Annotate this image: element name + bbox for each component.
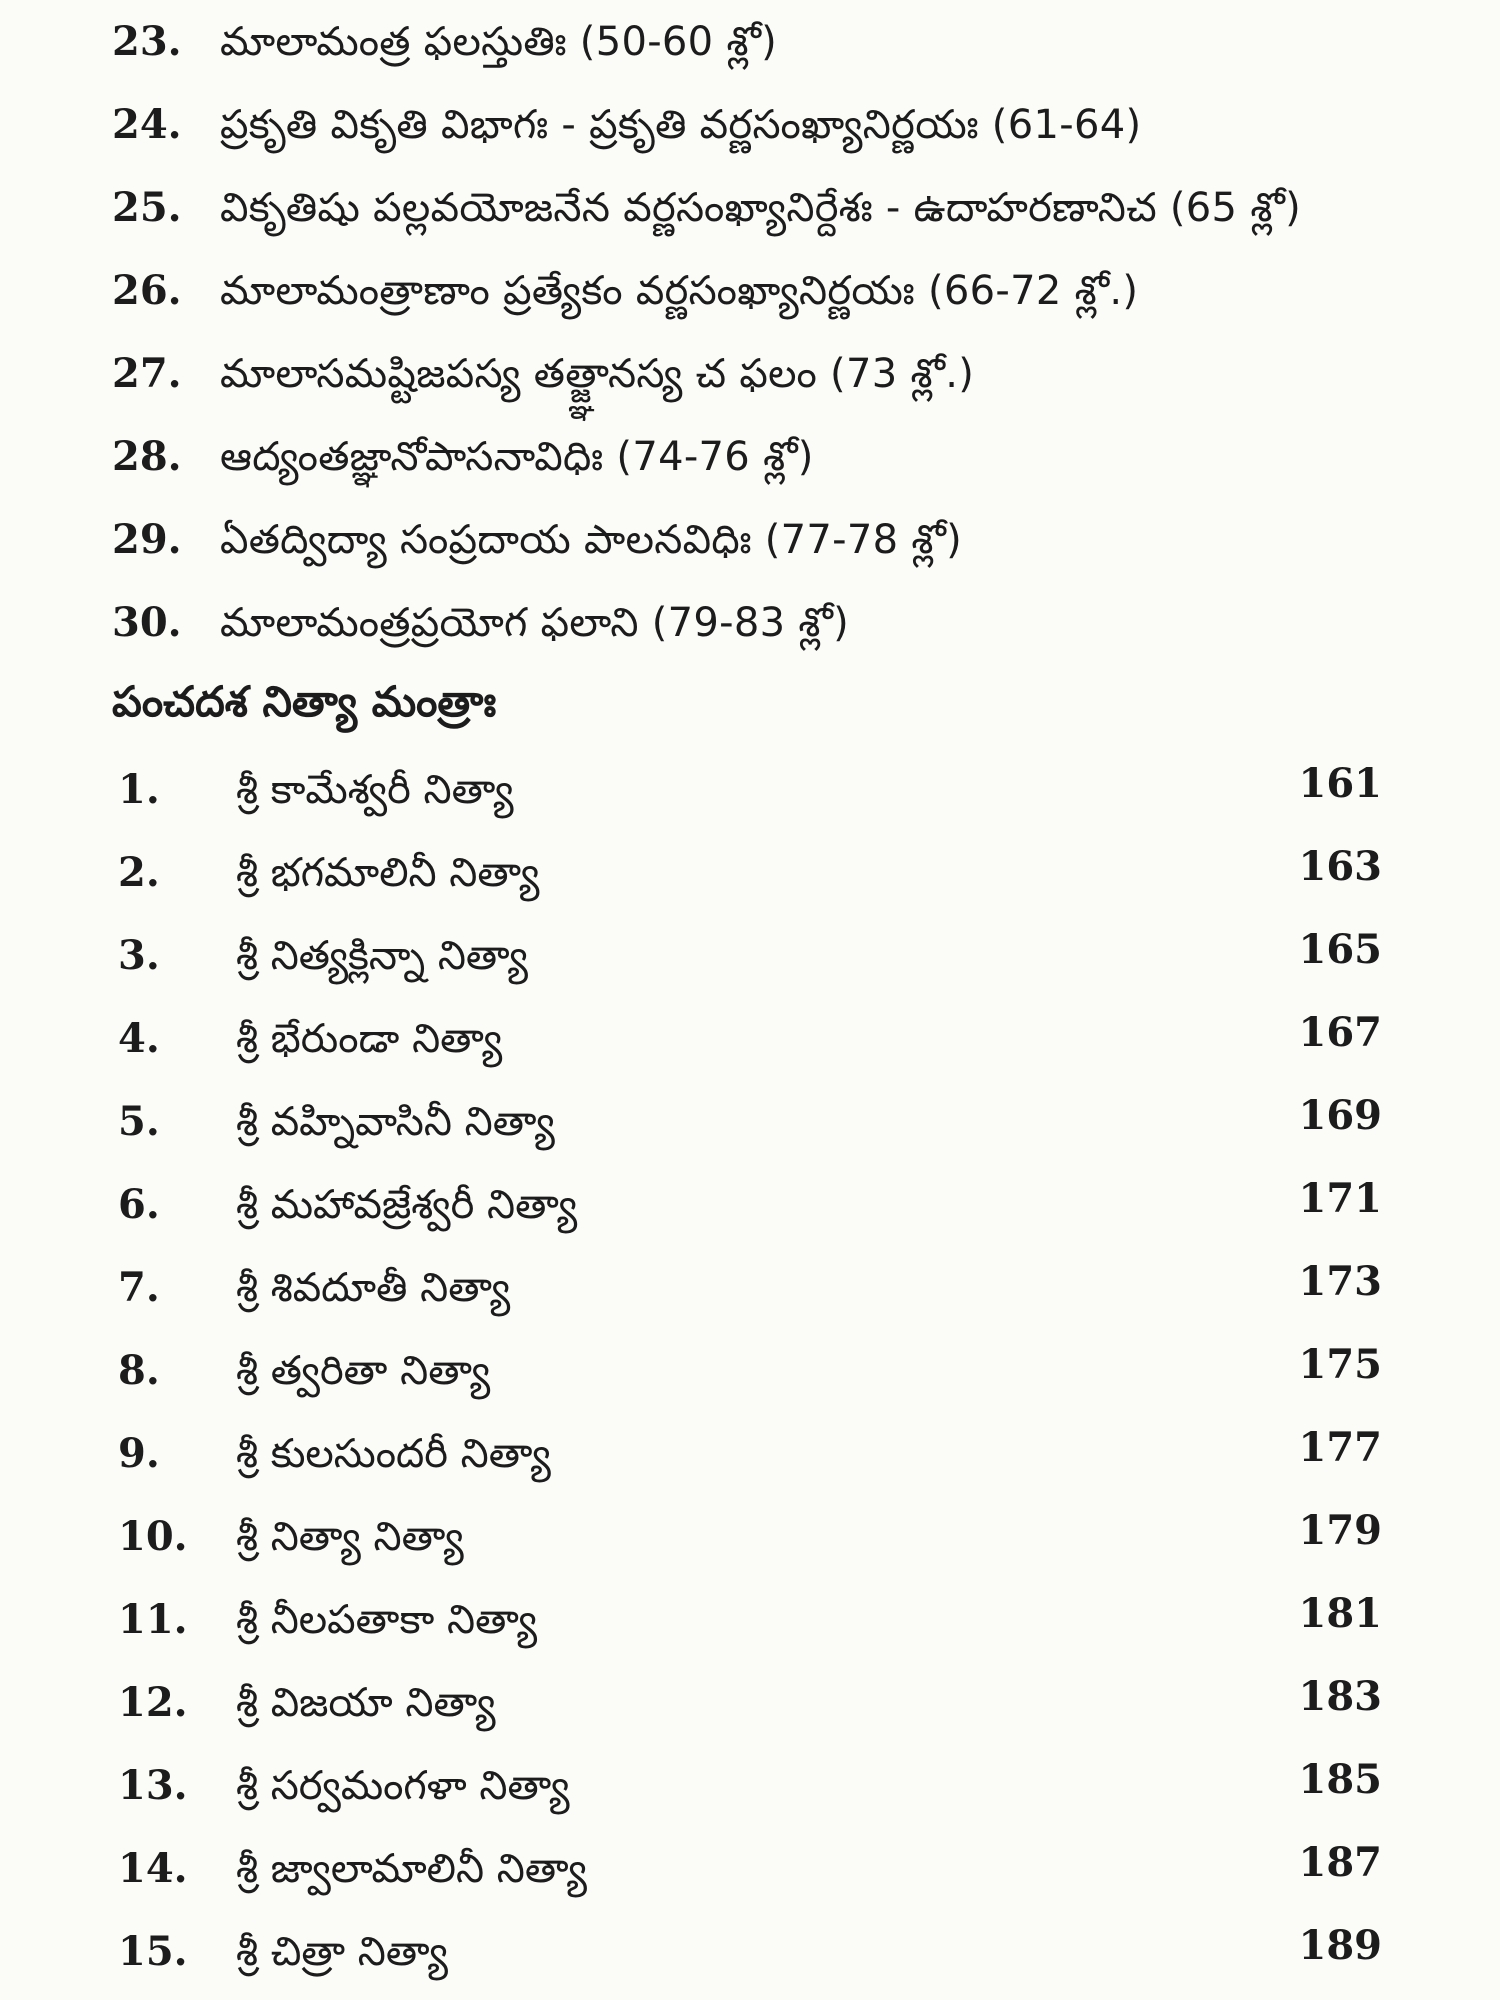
page-number: 177 bbox=[1298, 1424, 1382, 1471]
item-text: శ్రీ కులసుందరీ నిత్యా bbox=[236, 1431, 551, 1477]
page-number: 181 bbox=[1298, 1590, 1382, 1637]
list-item bbox=[0, 1080, 1500, 1164]
item-number: 26. bbox=[112, 267, 182, 314]
item-text: శ్రీ కామేశ్వరీ నిత్యా bbox=[236, 767, 514, 813]
item-number: 23. bbox=[112, 18, 182, 65]
item-number: 7. bbox=[118, 1264, 160, 1311]
item-number: 14. bbox=[118, 1845, 188, 1892]
item-text: శ్రీ భగమాలినీ నిత్యా bbox=[236, 850, 540, 896]
list-item bbox=[0, 581, 1500, 665]
item-text: శ్రీ నిత్యక్లిన్నా నిత్యా bbox=[236, 933, 528, 979]
list-item bbox=[0, 498, 1500, 582]
list-item bbox=[0, 415, 1500, 499]
item-text: మాలామంత్రాణాం ప్రత్యేకం వర్ణసంఖ్యానిర్ణయః (66-72 శ్లో.) bbox=[220, 268, 1139, 314]
list-item bbox=[0, 166, 1500, 250]
list-item bbox=[0, 1163, 1500, 1247]
item-text: శ్రీ నిత్యా నిత్యా bbox=[236, 1514, 464, 1560]
list-item bbox=[0, 1744, 1500, 1828]
item-number: 4. bbox=[118, 1015, 160, 1062]
list-item bbox=[0, 1827, 1500, 1911]
page-number: 171 bbox=[1298, 1175, 1382, 1222]
list-item bbox=[0, 1910, 1500, 1994]
item-text: శ్రీ శివదూతీ నిత్యా bbox=[236, 1265, 511, 1311]
item-text: ప్రకృతి వికృతి విభాగః - ప్రకృతి వర్ణసంఖ్యానిర్ణయః (61-64) bbox=[220, 102, 1142, 148]
item-number: 24. bbox=[112, 101, 182, 148]
list-item bbox=[0, 1329, 1500, 1413]
item-number: 30. bbox=[112, 599, 182, 646]
list-item bbox=[0, 83, 1500, 167]
page-number: 163 bbox=[1298, 843, 1382, 890]
item-text: ఆద్యంతజ్ఞానోపాసనావిధిః (74-76 శ్లో) bbox=[220, 434, 814, 480]
list-item bbox=[0, 0, 1500, 84]
item-number: 12. bbox=[118, 1679, 188, 1726]
section-heading: పంచదశ నిత్యా మంత్రాః bbox=[112, 677, 497, 726]
list-item bbox=[0, 332, 1500, 416]
page-number: 185 bbox=[1298, 1756, 1382, 1803]
item-text: వికృతిషు పల్లవయోజనేన వర్ణసంఖ్యానిర్దేశః - ఉదాహరణానిచ (65 శ్లో) bbox=[220, 185, 1301, 231]
item-number: 25. bbox=[112, 184, 182, 231]
item-text: శ్రీ భేరుండా నిత్యా bbox=[236, 1016, 503, 1062]
list-item bbox=[0, 1246, 1500, 1330]
item-number: 9. bbox=[118, 1430, 160, 1477]
list-item bbox=[0, 1495, 1500, 1579]
item-number: 29. bbox=[112, 516, 182, 563]
item-text: ఏతద్విద్యా సంప్రదాయ పాలనవిధిః (77-78 శ్లో) bbox=[220, 517, 963, 563]
item-number: 27. bbox=[112, 350, 182, 397]
list-item bbox=[0, 1661, 1500, 1745]
item-text: శ్రీ వహ్నివాసినీ నిత్యా bbox=[236, 1099, 555, 1145]
list-item bbox=[0, 249, 1500, 333]
item-text: మాలాసమష్టిజపస్య తత్జ్ఞానస్య చ ఫలం (73 శ్లో.) bbox=[220, 351, 975, 397]
item-text: మాలామంత్ర ఫలస్తుతిః (50-60 శ్లో) bbox=[220, 19, 778, 65]
list-item bbox=[0, 831, 1500, 915]
page-number: 189 bbox=[1298, 1922, 1382, 1969]
list-item bbox=[0, 1578, 1500, 1662]
item-number: 28. bbox=[112, 433, 182, 480]
page-number: 173 bbox=[1298, 1258, 1382, 1305]
page-number: 169 bbox=[1298, 1092, 1382, 1139]
item-number: 8. bbox=[118, 1347, 160, 1394]
page-number: 161 bbox=[1298, 760, 1382, 807]
item-text: శ్రీ విజయా నిత్యా bbox=[236, 1680, 496, 1726]
item-text: శ్రీ చిత్రా నిత్యా bbox=[236, 1929, 448, 1975]
page-number: 183 bbox=[1298, 1673, 1382, 1720]
list-item bbox=[0, 748, 1500, 832]
item-number: 11. bbox=[118, 1596, 188, 1643]
page-number: 167 bbox=[1298, 1009, 1382, 1056]
list-item bbox=[0, 1412, 1500, 1496]
item-text: శ్రీ మహావజ్రేశ్వరీ నిత్యా bbox=[236, 1182, 578, 1228]
list-item bbox=[0, 914, 1500, 998]
page-number: 175 bbox=[1298, 1341, 1382, 1388]
item-number: 13. bbox=[118, 1762, 188, 1809]
item-text: శ్రీ జ్వాలామాలినీ నిత్యా bbox=[236, 1846, 587, 1892]
item-text: శ్రీ సర్వమంగళా నిత్యా bbox=[236, 1763, 570, 1809]
item-text: శ్రీ త్వరితా నిత్యా bbox=[236, 1348, 491, 1394]
list-item bbox=[0, 997, 1500, 1081]
item-text: శ్రీ నీలపతాకా నిత్యా bbox=[236, 1597, 538, 1643]
item-number: 15. bbox=[118, 1928, 188, 1975]
page-number: 179 bbox=[1298, 1507, 1382, 1554]
item-number: 6. bbox=[118, 1181, 160, 1228]
page-number: 165 bbox=[1298, 926, 1382, 973]
item-number: 2. bbox=[118, 849, 160, 896]
item-number: 5. bbox=[118, 1098, 160, 1145]
item-number: 1. bbox=[118, 766, 160, 813]
item-number: 3. bbox=[118, 932, 160, 979]
item-text: మాలామంత్రప్రయోగ ఫలాని (79-83 శ్లో) bbox=[220, 600, 850, 646]
page-number: 187 bbox=[1298, 1839, 1382, 1886]
item-number: 10. bbox=[118, 1513, 188, 1560]
